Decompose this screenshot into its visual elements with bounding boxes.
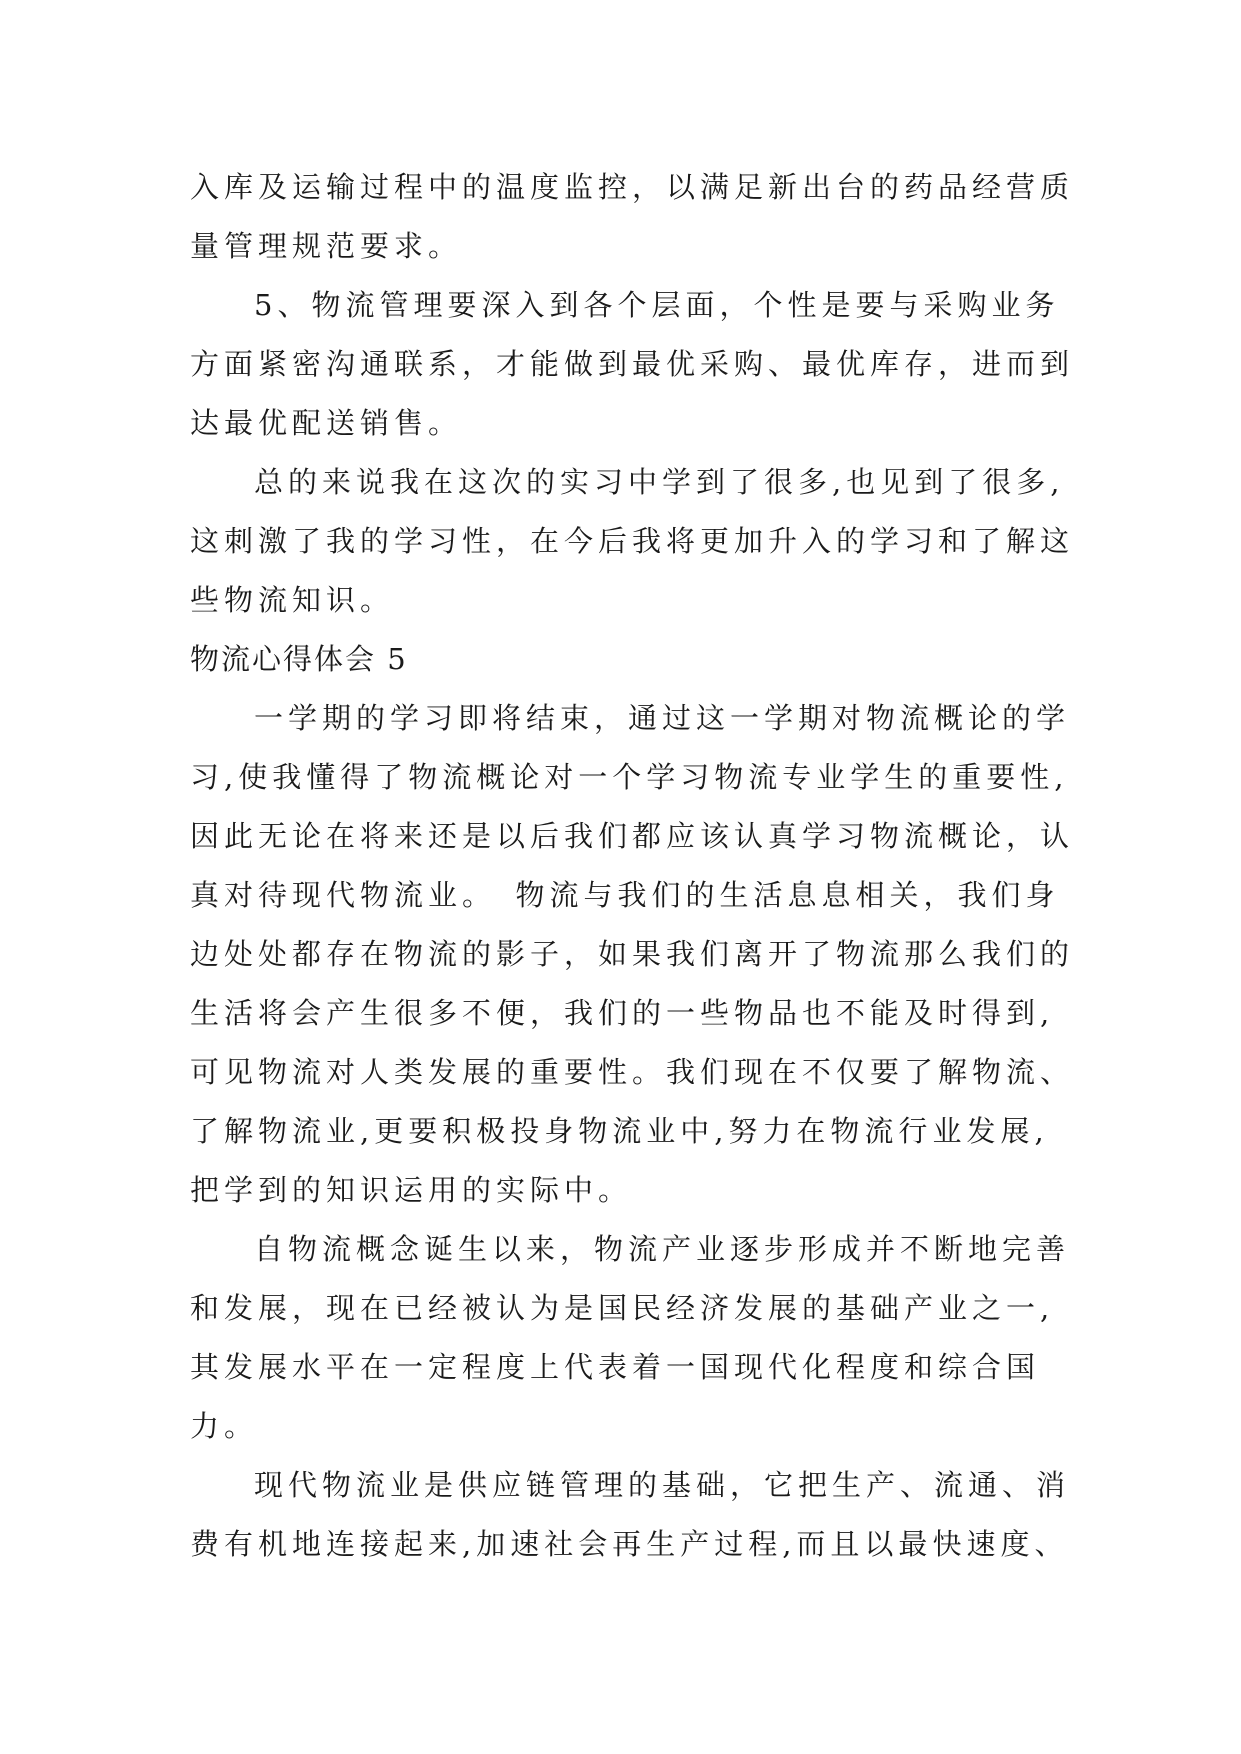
paragraph-line: 边处处都存在物流的影子，如果我们离开了物流那么我们的 (190, 937, 1075, 971)
paragraph-item-5 (190, 276, 1075, 453)
paragraph-line: 达最优配送销售。 (190, 406, 463, 440)
paragraph-line: 力。 (190, 1409, 259, 1443)
paragraph-line: 5、物流管理要深入到各个层面，个性是要与采购业务 (254, 288, 1060, 322)
document-body (190, 158, 1075, 1574)
paragraph-line: 些物流知识。 (190, 583, 395, 617)
paragraph-line: 一学期的学习即将结束，通过这一学期对物流概论的学 (254, 701, 1071, 735)
paragraph-line: 真对待现代物流业。 物流与我们的生活息息相关，我们身 (190, 878, 1060, 912)
paragraph-semester (190, 689, 1075, 1220)
paragraph-line: 方面紧密沟通联系，才能做到最优采购、最优库存，进而到 (190, 347, 1075, 381)
paragraph-line: 因此无论在将来还是以后我们都应该认真学习物流概论，认 (190, 819, 1075, 853)
paragraph-line: 入库及运输过程中的温度监控，以满足新出台的药品经营质 (190, 170, 1075, 204)
paragraph-line: 总的来说我在这次的实习中学到了很多,也见到了很多, (254, 465, 1065, 499)
paragraph-line: 这刺激了我的学习性，在今后我将更加升入的学习和了解这 (190, 524, 1075, 558)
paragraph-line: 可见物流对人类发展的重要性。我们现在不仅要了解物流、 (190, 1055, 1075, 1089)
paragraph-line: 和发展，现在已经被认为是国民经济发展的基础产业之一, (190, 1291, 1055, 1325)
paragraph-line: 费有机地连接起来,加速社会再生产过程,而且以最快速度、 (190, 1527, 1069, 1561)
paragraph-summary (190, 453, 1075, 630)
paragraph-line: 现代物流业是供应链管理的基础，它把生产、流通、消 (254, 1468, 1071, 1502)
paragraph-line: 其发展水平在一定程度上代表着一国现代化程度和综合国 (190, 1350, 1041, 1384)
paragraph-logistics-industry (190, 1220, 1071, 1456)
paragraph-line: 量管理规范要求。 (190, 229, 463, 263)
section-heading: 物流心得体会 5 (190, 642, 408, 676)
paragraph-supply-chain (190, 1456, 1071, 1574)
paragraph-line: 了解物流业,更要积极投身物流业中,努力在物流行业发展, (190, 1114, 1049, 1148)
paragraph-continuation (190, 158, 1075, 276)
paragraph-line: 把学到的知识运用的实际中。 (190, 1173, 633, 1207)
paragraph-line: 习,使我懂得了物流概论对一个学习物流专业学生的重要性, (190, 760, 1069, 794)
paragraph-line: 生活将会产生很多不便，我们的一些物品也不能及时得到, (190, 996, 1055, 1030)
paragraph-line: 自物流概念诞生以来，物流产业逐步形成并不断地完善 (254, 1232, 1071, 1266)
